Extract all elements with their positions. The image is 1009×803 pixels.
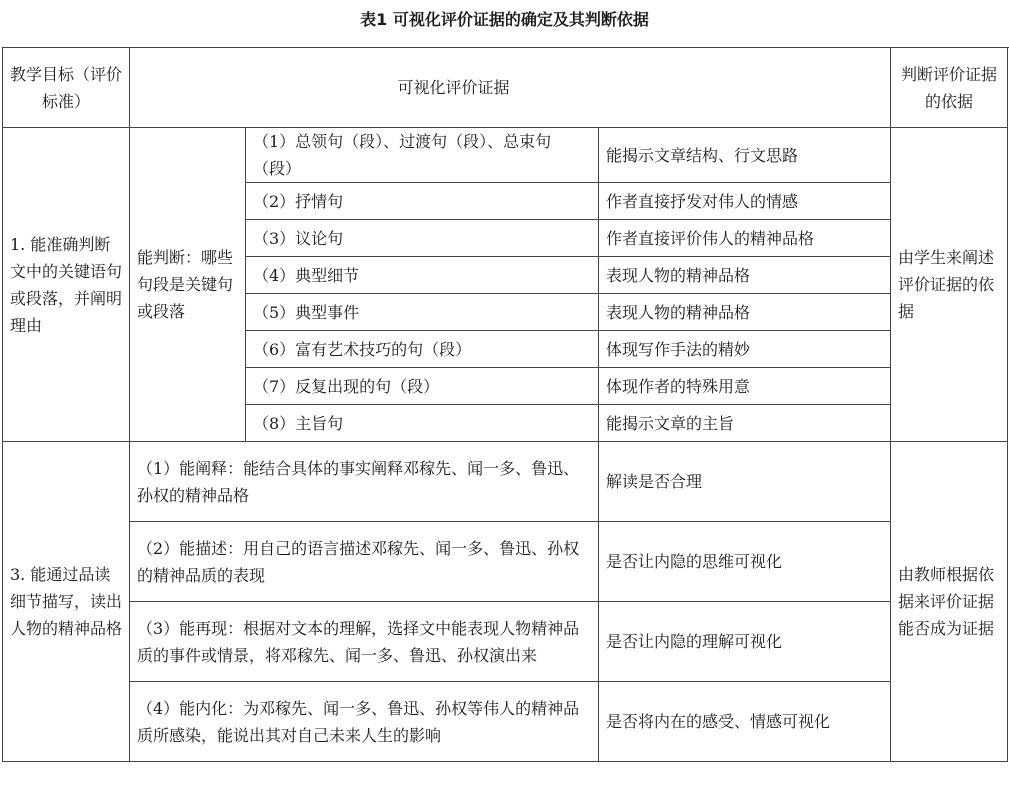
table-row [3, 442, 1008, 522]
section2-evidence-1: （1）能阐释：能结合具体的事实阐释邓稼先、闻一多、鲁迅、孙权的精神品格 [130, 442, 599, 522]
header-goal: 教学目标（评价标准） [3, 48, 130, 128]
section2-basis-4: 是否将内在的感受、情感可视化 [599, 682, 891, 762]
header-evidence: 可视化评价证据 [130, 48, 891, 128]
table-row [3, 128, 1008, 183]
section1-evidence-2: （2）抒情句 [246, 183, 599, 220]
table-row [3, 522, 1008, 602]
section2-note: 由教师根据依据来评价证据能否成为证据 [891, 442, 1008, 762]
section2-basis-1: 解读是否合理 [599, 442, 891, 522]
header-basis: 判断评价证据的依据 [891, 48, 1008, 128]
table-row [3, 602, 1008, 682]
section2-basis-3: 是否让内隐的理解可视化 [599, 602, 891, 682]
section1-basis-5: 表现人物的精神品格 [599, 294, 891, 331]
section1-note: 由学生来阐述评价证据的依据 [891, 128, 1008, 442]
section2-evidence-3: （3）能再现：根据对文本的理解，选择文中能表现人物精神品质的事件或情景，将邓稼先、闻一多、鲁迅、孙权演出来 [130, 602, 599, 682]
section1-evidence-8: （8）主旨句 [246, 405, 599, 442]
section2-evidence-4: （4）能内化：为邓稼先、闻一多、鲁迅、孙权等伟人的精神品质所感染，能说出其对自己未来人生的影响 [130, 682, 599, 762]
evidence-table [2, 47, 1008, 762]
section1-basis-2: 作者直接抒发对伟人的情感 [599, 183, 891, 220]
section1-basis-7: 体现作者的特殊用意 [599, 368, 891, 405]
header-row [3, 48, 1008, 128]
section1-goal: 1. 能准确判断文中的关键语句或段落，并阐明理由 [3, 128, 130, 442]
section1-category: 能判断：哪些句段是关键句或段落 [130, 128, 246, 442]
section1-evidence-7: （7）反复出现的句（段） [246, 368, 599, 405]
section1-basis-6: 体现写作手法的精妙 [599, 331, 891, 368]
section2-basis-2: 是否让内隐的思维可视化 [599, 522, 891, 602]
table-caption: 表1 可视化评价证据的确定及其判断依据 [360, 10, 649, 29]
section1-basis-1: 能揭示文章结构、行文思路 [599, 128, 891, 183]
section2-evidence-2: （2）能描述：用自己的语言描述邓稼先、闻一多、鲁迅、孙权的精神品质的表现 [130, 522, 599, 602]
section2-goal: 3. 能通过品读细节描写，读出人物的精神品格 [3, 442, 130, 762]
section1-basis-8: 能揭示文章的主旨 [599, 405, 891, 442]
section1-evidence-5: （5）典型事件 [246, 294, 599, 331]
section1-evidence-6: （6）富有艺术技巧的句（段） [246, 331, 599, 368]
section1-basis-4: 表现人物的精神品格 [599, 257, 891, 294]
section1-evidence-1: （1）总领句（段）、过渡句（段）、总束句（段） [246, 128, 599, 183]
section1-basis-3: 作者直接评价伟人的精神品格 [599, 220, 891, 257]
section1-evidence-3: （3）议论句 [246, 220, 599, 257]
section1-evidence-4: （4）典型细节 [246, 257, 599, 294]
table-row [3, 682, 1008, 762]
